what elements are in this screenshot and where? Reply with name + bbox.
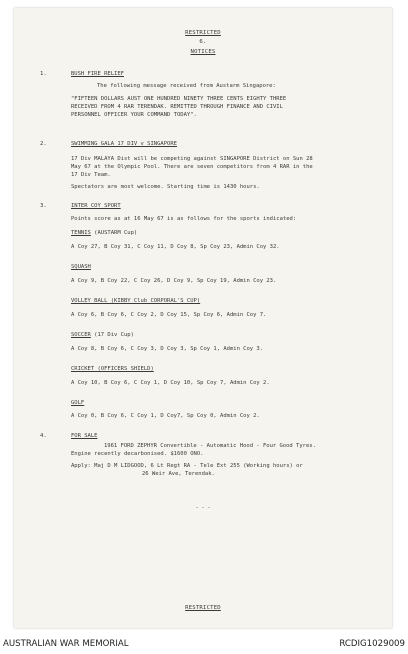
archive-footer <box>0 634 408 654</box>
soccer-heading <box>71 332 134 339</box>
classification-bottom: RESTRICTED <box>185 605 221 611</box>
item1-number: 1. <box>40 71 47 77</box>
tennis-sub: (AUSTARM Cup) <box>90 230 138 236</box>
item2-line4: Spectators are most welcome. Starting time is 1430 hours. <box>71 184 260 190</box>
volley-ball-title: VOLLEY BALL (KIBBY Club CORPORAL'S CUP) <box>71 298 201 304</box>
item2-line3: 17 Div Team. <box>71 172 111 178</box>
footer-source: AUSTRALIAN WAR MEMORIAL <box>3 639 129 649</box>
item4-number: 4. <box>40 433 47 439</box>
tennis-heading <box>71 230 137 237</box>
soccer-title: SOCCER <box>71 332 91 338</box>
cricket-scores: A Coy 10, B Coy 6, C Coy 1, D Coy 10, Sp Coy 7, Admin Coy 2. <box>71 380 270 386</box>
item4-line4: 26 Weir Ave, Terendak. <box>142 471 215 477</box>
item3-title: INTER COY SPORT <box>71 203 121 209</box>
item4-line1: 1961 FORD ZEPHYR Convertible - Automatic Hood - Four Good Tyres. <box>104 443 316 449</box>
document-page <box>14 8 392 628</box>
item4-line3: Apply: Maj D M LIDGOOD, 6 Lt Regt RA - Tele Ext 255 (Working hours) or <box>71 463 303 469</box>
soccer-scores: A Coy 8, B Coy 6, C Coy 3, D Coy 3, Sp Coy 1, Admin Coy 3. <box>71 346 264 352</box>
item3-number: 3. <box>40 203 47 209</box>
item3-intro: Points score as at 16 May 67 is as follows for the sports indicated: <box>71 216 297 222</box>
item2-title: SWIMMING GALA 17 DIV v SINGAPORE <box>71 141 177 147</box>
item1-quote-line1: "FIFTEEN DOLLARS AUST ONE HUNDRED NINETY THREE CENTS EIGHTY THREE <box>71 96 287 102</box>
item1-quote-line3: PERSONNEL OFFICER YOUR COMMAND TODAY". <box>71 112 197 118</box>
footer-record-id: RCDIG1029009 <box>339 639 405 649</box>
golf-title: GOLF <box>71 400 85 406</box>
cricket-title: CRICKET (OFFICERS SHIELD) <box>71 366 154 372</box>
end-marks: - - - <box>195 505 211 511</box>
squash-scores: A Coy 9, B Coy 22, C Coy 26, D Coy 9, Sp Coy 19, Admin Coy 23. <box>71 278 277 284</box>
golf-scores: A Coy 0, B Coy 6, C Coy 1, D Coy7, Sp Coy 0, Admin Coy 2. <box>71 413 260 419</box>
tennis-title: TENNIS <box>71 230 91 236</box>
soccer-sub: (17 Div Cup) <box>90 332 134 338</box>
page-number: 6. <box>199 39 207 45</box>
item2-number: 2. <box>40 141 47 147</box>
notices-heading: NOTICES <box>190 49 216 55</box>
item2-line1: 17 Div MALAYA Dist will be competing against SINGAPORE District on Sun 28 <box>71 156 313 162</box>
item1-title: BUSH FIRE RELIEF <box>71 71 124 77</box>
item1-quote-line2: RECEIVED FROM 4 RAR TERENDAK. REMITTED THROUGH FINANCE AND CIVIL <box>71 104 283 110</box>
item4-line2: Engine recently decarbonised. $1600 ONO. <box>71 451 204 457</box>
classification-top: RESTRICTED <box>185 30 221 36</box>
squash-title: SQUASH <box>71 264 91 270</box>
tennis-scores: A Coy 27, B Coy 31, C Coy 11, D Coy 8, Sp Coy 23, Admin Coy 32. <box>71 244 280 250</box>
volley-ball-scores: A Coy 6, B Coy 6, C Coy 2, D Coy 15, Sp Coy 6, Admin Coy 7. <box>71 312 267 318</box>
item1-intro: The following message received from Austarm Singapore: <box>97 83 276 89</box>
item4-title: FOR SALE <box>71 433 98 439</box>
item2-line2: May 67 at the Olympic Pool. There are seven competitors from 4 RAR in the <box>71 164 313 170</box>
